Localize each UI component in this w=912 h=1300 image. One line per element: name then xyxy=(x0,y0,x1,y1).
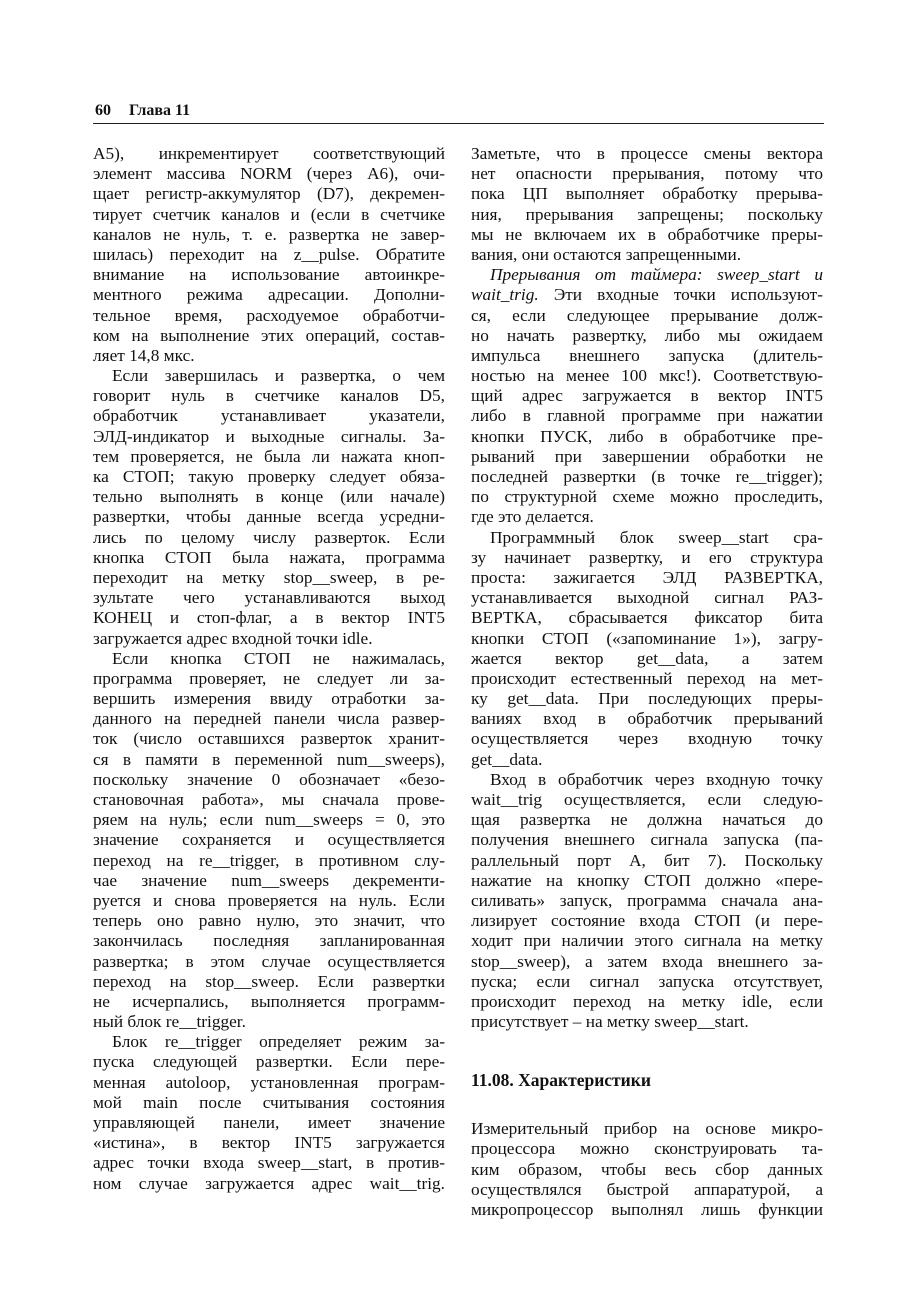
text-run: Эти входные точки используют- xyxy=(538,285,823,305)
text-line: устанавливается выходной сигнал РАЗ- xyxy=(471,588,823,608)
text-line: ким образом, чтобы весь сбор данных xyxy=(471,1159,823,1179)
text-line: ку get__data. При последующих преры- xyxy=(471,689,823,709)
text-line: менная autoloop, установленная програм- xyxy=(93,1072,445,1092)
text-line: руется и снова проверяется на нуль. Если xyxy=(93,890,445,910)
text-line: ном случае загружается адрес wait__trig. xyxy=(93,1173,445,1193)
text-line: щая развертка не должна начаться до xyxy=(471,810,823,830)
text-line: осуществлялся быстрой аппаратурой, а xyxy=(471,1179,823,1199)
text-line: но начать развертку, либо мы ожидаем xyxy=(471,325,823,345)
text-line: теперь оно равно нулю, это значит, что xyxy=(93,911,445,931)
text-line: мой main после считывания состояния xyxy=(93,1092,445,1112)
paragraph xyxy=(93,649,445,1033)
text-line: закончилась последняя запланированная xyxy=(93,931,445,951)
text-line: ностью на менее 100 мкс!). Соответствую- xyxy=(471,366,823,386)
text-line: где это делается. xyxy=(471,507,594,527)
text-line: раллельный порт А, бит 7). Поскольку xyxy=(471,850,823,870)
text-line: рываний при завершении обработки не xyxy=(471,446,823,466)
text-line: тем проверяется, не была ли нажата кноп- xyxy=(93,446,445,466)
right-column xyxy=(471,144,823,1220)
text-line: внимание на использование автоинкре- xyxy=(93,265,445,285)
text-line: становочная работа», мы сначала прове- xyxy=(93,790,445,809)
text-line: шилась) переходит на z__pulse. Обратите xyxy=(93,244,445,264)
text-line: лись по целому числу разверток. Если xyxy=(93,527,445,547)
text-line: поскольку значение 0 обозначает «безо- xyxy=(93,769,445,789)
text-line: микропроцессор выполнял лишь функции xyxy=(471,1200,823,1219)
text-line: щает регистр-аккумулятор (D7), декремен- xyxy=(93,184,445,204)
text-line: Программный блок sweep__start сра- xyxy=(490,527,823,547)
text-line: развертки, чтобы данные всегда усредни- xyxy=(93,507,445,527)
text-line: нет опасности прерывания, потому что xyxy=(471,164,823,184)
text-line: Блок re__trigger определяет режим за- xyxy=(112,1032,445,1052)
paragraph xyxy=(471,528,823,770)
text-line: ряем на нуль; если num__sweeps = 0, это xyxy=(93,810,445,830)
text-line: присутствует – на метку sweep__start. xyxy=(471,1012,749,1032)
italic-run: Прерывания от таймера: sweep_start и xyxy=(490,265,823,285)
text-line: А5), инкрементирует соответствующий xyxy=(93,144,445,163)
paragraph xyxy=(93,144,445,366)
text-line: ся, если следующее прерывание долж- xyxy=(471,305,823,325)
text-line: ком на выполнение этих операций, состав- xyxy=(93,325,445,345)
text-line: по структурной схеме можно проследить, xyxy=(471,487,823,507)
text-line: загружается адрес входной точки idle. xyxy=(93,628,373,648)
text-line: тельное время, расходуемое обработчи- xyxy=(93,305,445,325)
text-line: вершить измерения ввиду отработки за- xyxy=(93,689,445,709)
text-line xyxy=(471,285,823,305)
text-line: Если кнопка СТОП не нажималась, xyxy=(112,648,445,668)
text-line: Измерительный прибор на основе микро- xyxy=(471,1119,823,1139)
text-line: пока ЦП выполняет обработку прерыва- xyxy=(471,184,823,204)
text-line: осуществляется через входную точку xyxy=(471,729,823,749)
text-line: проста: зажигается ЭЛД РАЗВЕРТКА, xyxy=(471,567,823,587)
text-line: получения внешнего сигнала запуска (па- xyxy=(471,830,823,850)
text-line: переходит на метку stop__sweep, в ре- xyxy=(93,567,445,587)
text-line: переход на stop__sweep. Если развертки xyxy=(93,971,445,991)
text-line: тирует счетчик каналов и (если в счетчике xyxy=(93,204,445,224)
text-line: управляющей панели, имеет значение xyxy=(93,1113,445,1132)
chapter-title: Глава 11 xyxy=(129,102,191,119)
text-line: данного на передней панели числа развер- xyxy=(93,709,445,729)
paragraph xyxy=(471,144,823,265)
text-line: силивать» запуск, программа сначала ана- xyxy=(471,890,823,910)
text-line: мы не включаем их в обработчике преры- xyxy=(471,224,823,244)
text-line: пуска; если сигнал запуска отсутствует, xyxy=(471,971,823,991)
text-line: каналов не нуль, т. е. развертка не завер- xyxy=(93,224,445,244)
text-line: тельно выполнять в конце (или начале) xyxy=(93,487,445,507)
text-line: ляет 14,8 мкс. xyxy=(93,345,195,365)
text-line: происходит переход на метку idle, если xyxy=(471,991,823,1011)
text-line: значение сохраняется и осуществляется xyxy=(93,830,445,850)
text-line: ся в памяти в переменной num__sweeps), xyxy=(93,749,445,769)
section-heading: 11.08. Характеристики xyxy=(471,1070,651,1091)
text-line: ЭЛД-индикатор и выходные сигналы. За- xyxy=(93,426,445,446)
text-line: либо в главной программе при нажатии xyxy=(471,406,823,426)
text-line: Заметьте, что в процессе смены вектора xyxy=(471,144,823,163)
text-line: процессора можно сконструировать та- xyxy=(471,1139,823,1159)
paragraph xyxy=(471,1119,823,1220)
text-line: get__data. xyxy=(471,749,543,769)
text-line: ментного режима адресации. Дополни- xyxy=(93,285,445,305)
text-line: нажатие на кнопку СТОП должно «пере- xyxy=(471,870,823,890)
text-line: ный блок re__trigger. xyxy=(93,1012,246,1032)
paragraph xyxy=(93,366,445,649)
text-line: Вход в обработчик через входную точку xyxy=(490,769,823,789)
text-line: лизирует состояние входа СТОП (и пере- xyxy=(471,911,823,931)
text-line: wait__trig осуществляется, если следую- xyxy=(471,790,823,809)
text-line xyxy=(471,265,823,285)
running-header xyxy=(95,102,208,120)
text-line: ния, прерывания запрещены; поскольку xyxy=(471,204,823,224)
text-line: элемент массива NORM (через А6), очи- xyxy=(93,164,445,184)
paragraph xyxy=(93,1032,445,1194)
text-line: переход на re__trigger, в противном слу- xyxy=(93,850,445,870)
text-line: щий адрес загружается в вектор INT5 xyxy=(471,386,823,406)
text-line: КОНЕЦ и стоп-флаг, а в вектор INT5 xyxy=(93,608,445,628)
page-number: 60 xyxy=(95,102,111,119)
paragraph xyxy=(471,770,823,1032)
text-line: обработчик устанавливает указатели, xyxy=(93,406,445,426)
text-line: ка СТОП; такую проверку следует обяза- xyxy=(93,467,445,486)
text-line: ваниях вход в обработчик прерываний xyxy=(471,709,823,729)
text-line: жается вектор get__data, а затем xyxy=(471,648,823,668)
text-line: кнопки СТОП («запоминание 1»), загру- xyxy=(471,628,823,648)
text-line: развертка; в этом случае осуществляется xyxy=(93,951,445,971)
text-line: импульса внешнего запуска (длитель- xyxy=(471,345,823,365)
text-line: stop__sweep), а затем входа внешнего за- xyxy=(471,951,823,971)
text-line: ток (число оставшихся разверток хранит- xyxy=(93,729,445,749)
header-rule xyxy=(93,123,824,124)
text-line: ВЕРТКА, сбрасывается фиксатор бита xyxy=(471,608,823,628)
text-line: не исчерпались, выполняется программ- xyxy=(93,991,445,1011)
paragraph xyxy=(471,265,823,527)
text-line: программа проверяет, не следует ли за- xyxy=(93,668,445,688)
text-line: Если завершилась и развертка, о чем xyxy=(112,366,445,386)
text-line: адрес точки входа sweep__start, в против- xyxy=(93,1153,445,1173)
italic-run: wait_trig. xyxy=(471,285,539,305)
text-line: происходит естественный переход на мет- xyxy=(471,668,823,688)
text-line: последней развертки (в точке re__trigger); xyxy=(471,467,823,486)
text-line: «истина», в вектор INT5 загружается xyxy=(93,1133,445,1153)
text-line: ходит при наличии этого сигнала на метку xyxy=(471,931,823,951)
text-line: вания, они остаются запрещенными. xyxy=(471,244,742,264)
text-line: пуска следующей развертки. Если пере- xyxy=(93,1052,445,1072)
text-line: зультате чего устанавливаются выход xyxy=(93,588,445,608)
text-line: кнопки ПУСК, либо в обработчике пре- xyxy=(471,426,823,446)
left-column xyxy=(93,144,445,1194)
text-line: говорит нуль в счетчике каналов D5, xyxy=(93,386,445,406)
text-line: зу начинает развертку, и его структура xyxy=(471,547,823,567)
text-line: чае значение num__sweeps декременти- xyxy=(93,870,445,890)
text-line: кнопка СТОП была нажата, программа xyxy=(93,547,445,567)
